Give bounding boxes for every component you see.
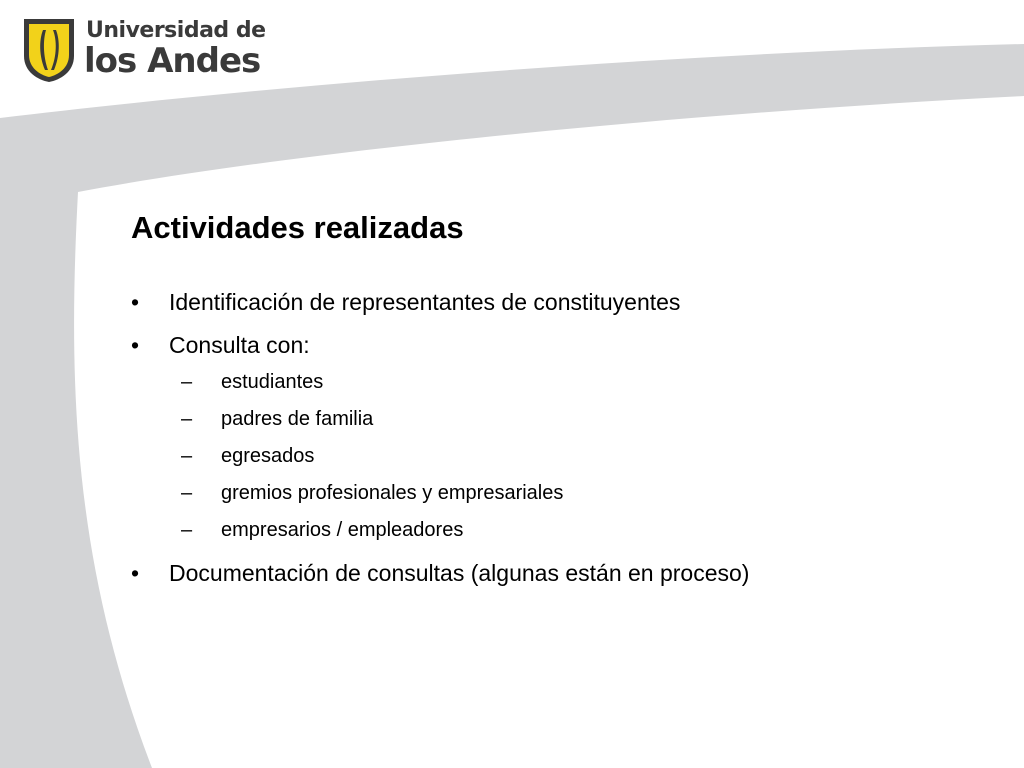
bullet-marker: • [131,560,140,586]
sub-item [131,401,749,438]
university-logo [20,14,266,88]
logo-text-line1: Universidad de [86,18,266,43]
sub-item-text: gremios profesionales y empresariales [221,482,564,504]
bullet-text: Documentación de consultas (algunas están en proceso) [169,560,750,586]
bullet-item [131,557,749,590]
sub-list [131,364,749,549]
sub-marker: – [181,371,193,393]
bullet-item [131,286,749,319]
bullet-text: Consulta con: [169,332,310,358]
sub-item-text: egresados [221,445,315,467]
bullet-item [131,329,749,362]
sub-item [131,364,749,401]
sub-marker: – [181,445,193,467]
bullet-list [131,286,749,600]
sub-marker: – [181,519,193,541]
sub-item-text: estudiantes [221,371,324,393]
sub-item-text: empresarios / empleadores [221,519,464,541]
logo-text-line2: los Andes [84,41,261,81]
sub-item [131,438,749,475]
shield-logo-icon [20,16,78,84]
slide-title: Actividades realizadas [131,210,464,245]
sub-item [131,512,749,549]
bullet-text: Identificación de representantes de constituyentes [169,289,681,315]
sub-item [131,475,749,512]
sub-marker: – [181,482,193,504]
sub-marker: – [181,408,193,430]
sub-item-text: padres de familia [221,408,374,430]
bullet-marker: • [131,289,140,315]
sub-list-container [131,364,749,549]
bullet-marker: • [131,332,140,358]
